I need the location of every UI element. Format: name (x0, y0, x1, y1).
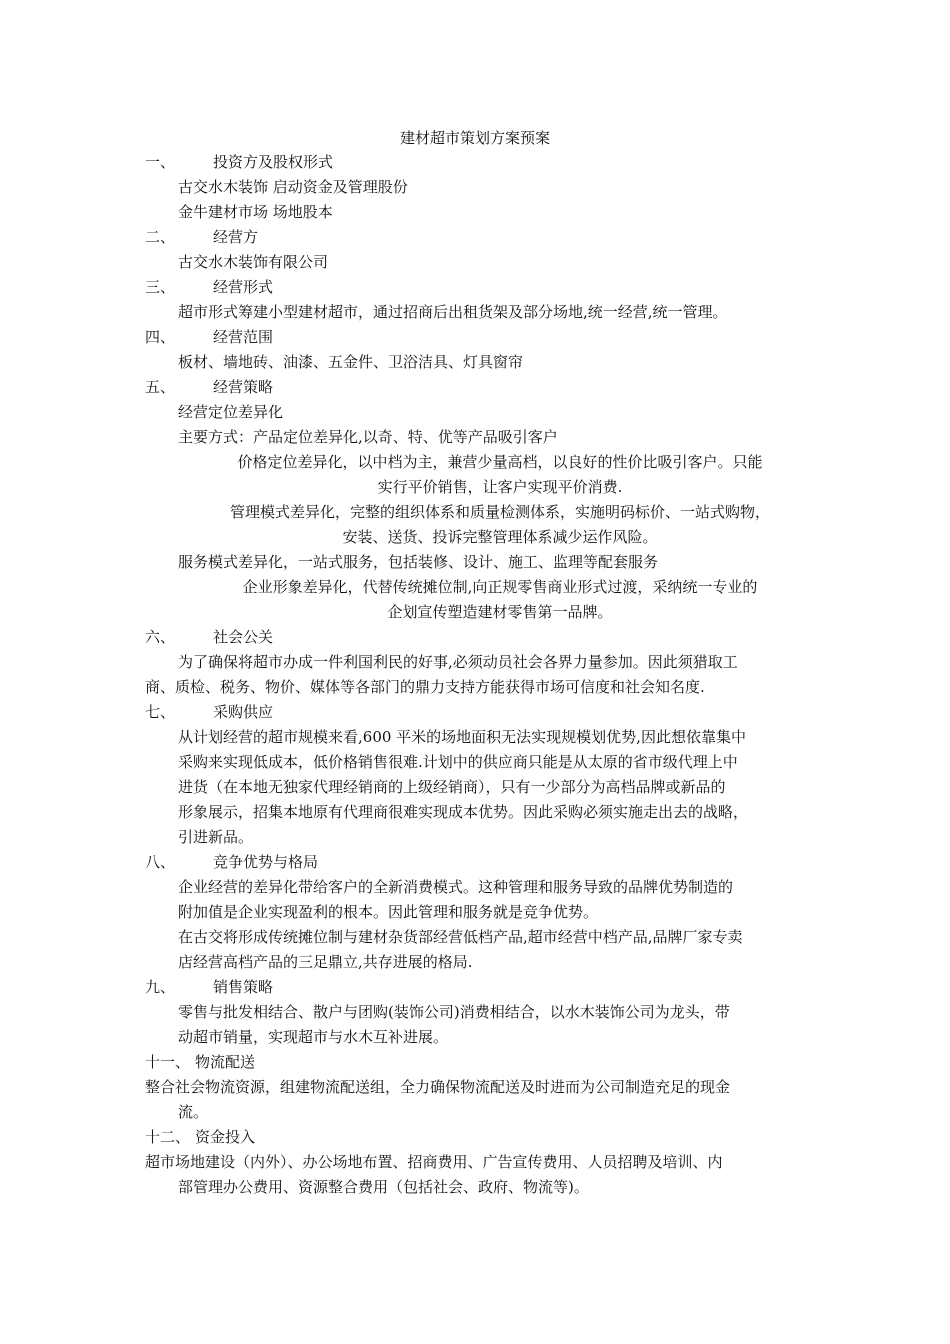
section-9-line: 零售与批发相结合、散户与团购(装饰公司)消费相结合，以水木装饰公司为龙头，带 (178, 1003, 730, 1021)
section-5-line: 经营定位差异化 (178, 403, 284, 421)
section-5-line: 实行平价销售，让客户实现平价消费. (377, 478, 623, 496)
section-9-heading: 销售策略 (213, 978, 274, 996)
section-6-heading: 社会公关 (213, 628, 274, 646)
section-5-line: 管理模式差异化，完整的组织体系和质量检测体系，实施明码标价、一站式购物， (229, 503, 770, 521)
section-12-number: 十二、 (145, 1128, 191, 1146)
section-8-line: 附加值是企业实现盈利的根本。因此管理和服务就是竞争优势。 (178, 903, 599, 921)
section-5-line: 服务模式差异化，一站式服务，包括装修、设计、施工、监理等配套服务 (178, 553, 659, 571)
section-1-line: 古交水木装饰 启动资金及管理股份 (178, 178, 408, 196)
section-5-line: 价格定位差异化，以中档为主，兼营少量高档，以良好的性价比吸引客户。只能 (237, 453, 763, 471)
section-7-line: 从计划经营的超市规模来看,600 平米的场地面积无法实现规模划优势,因此想依靠集中 (178, 728, 746, 746)
section-5-line: 企划宣传塑造建材零售第一品牌。 (387, 603, 613, 621)
section-7-number: 七、 (145, 703, 176, 721)
section-9-number: 九、 (145, 978, 176, 996)
section-3-line: 超市形式筹建小型建材超市，通过招商后出租货架及部分场地,统一经营,统一管理。 (178, 303, 728, 321)
section-8-number: 八、 (145, 853, 176, 871)
section-11-heading: 物流配送 (195, 1053, 256, 1071)
section-12-line: 超市场地建设（内外）、办公场地布置、招商费用、广告宣传费用、人员招聘及培训、内 (145, 1153, 723, 1171)
section-8-line: 店经营高档产品的三足鼎立,共存进展的格局. (178, 953, 473, 971)
section-5-line: 企业形象差异化，代替传统摊位制,向正规零售商业形式过渡，采纳统一专业的 (242, 578, 758, 596)
section-2-heading: 经营方 (213, 228, 259, 246)
section-5-number: 五、 (145, 378, 176, 396)
section-3-number: 三、 (145, 278, 176, 296)
section-4-line: 板材、墙地砖、油漆、五金件、卫浴洁具、灯具窗帘 (178, 353, 524, 371)
section-11-line: 整合社会物流资源，组建物流配送组，全力确保物流配送及时进而为公司制造充足的现金 (145, 1078, 731, 1096)
section-8-line: 在古交将形成传统摊位制与建材杂货部经营低档产品,超市经营中档产品,品牌厂家专卖 (178, 928, 743, 946)
section-1-line: 金牛建材市场 场地股本 (178, 203, 333, 221)
section-7-heading: 采购供应 (213, 703, 274, 721)
section-2-number: 二、 (145, 228, 176, 246)
section-2-line: 古交水木装饰有限公司 (178, 253, 329, 271)
section-6-line: 商、质检、税务、物价、媒体等各部门的鼎力支持方能获得市场可信度和社会知名度. (145, 678, 705, 696)
section-5-line: 主要方式：产品定位差异化,以奇、特、优等产品吸引客户 (178, 428, 558, 446)
section-11-line: 流。 (178, 1103, 209, 1121)
section-7-line: 形象展示，招集本地原有代理商很难实现成本优势。因此采购必须实施走出去的战略， (178, 803, 749, 821)
section-7-line: 进货（在本地无独家代理经销商的上级经销商），只有一少部分为高档品牌或新品的 (178, 778, 726, 796)
section-6-number: 六、 (145, 628, 176, 646)
section-7-line: 引进新品。 (178, 828, 254, 846)
section-4-number: 四、 (145, 328, 176, 346)
section-8-heading: 竞争优势与格局 (213, 853, 319, 871)
section-5-heading: 经营策略 (213, 378, 274, 396)
section-3-heading: 经营形式 (213, 278, 274, 296)
section-12-heading: 资金投入 (195, 1128, 256, 1146)
section-5-line: 安装、送货、投诉完整管理体系减少运作风险。 (342, 528, 658, 546)
section-8-line: 企业经营的差异化带给客户的全新消费模式。这种管理和服务导致的品牌优势制造的 (178, 878, 734, 896)
section-12-line: 部管理办公费用、资源整合费用（包括社会、政府、物流等)。 (178, 1178, 589, 1196)
section-7-line: 采购来实现低成本，低价格销售很难.计划中的供应商只能是从太原的省市级代理上中 (178, 753, 738, 771)
section-4-heading: 经营范围 (213, 328, 274, 346)
section-11-number: 十一、 (145, 1053, 191, 1071)
section-9-line: 动超市销量，实现超市与水木互补进展。 (178, 1028, 449, 1046)
section-1-heading: 投资方及股权形式 (213, 153, 334, 171)
section-6-line: 为了确保将超市办成一件利国利民的好事,必须动员社会各界力量参加。因此须猎取工 (178, 653, 738, 671)
document-title: 建材超市策划方案预案 (399, 129, 550, 147)
section-1-number: 一、 (145, 153, 176, 171)
